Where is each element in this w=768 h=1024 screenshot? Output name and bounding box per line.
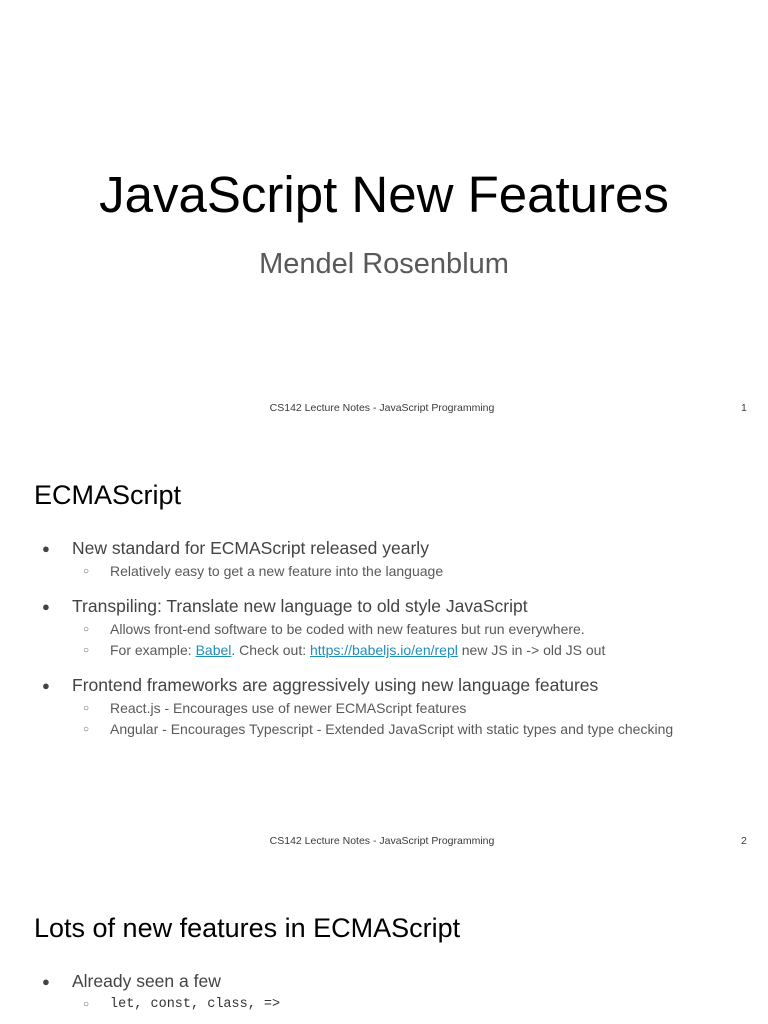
sub-bullet-text bbox=[110, 640, 605, 661]
author-name: Mendel Rosenblum bbox=[259, 248, 509, 280]
list-item bbox=[0, 536, 768, 561]
example-prefix: For example: bbox=[110, 642, 196, 658]
hollow-bullet-icon: ○ bbox=[83, 645, 90, 656]
ecmascript-slide bbox=[0, 432, 768, 865]
bullet-list bbox=[0, 536, 768, 740]
page-number: 2 bbox=[741, 835, 747, 847]
presentation-title: JavaScript New Features bbox=[99, 166, 669, 223]
bullet-text: Already seen a few bbox=[72, 971, 221, 991]
list-item bbox=[0, 594, 768, 619]
hollow-bullet-icon: ○ bbox=[83, 624, 90, 635]
bullet-list bbox=[0, 969, 768, 1015]
hollow-bullet-icon: ○ bbox=[83, 999, 90, 1010]
code-keywords: let, const, class, => bbox=[110, 997, 281, 1012]
sub-bullet-text: Allows front-end software to be coded with new features but run everywhere. bbox=[110, 621, 585, 637]
bullet-text: Frontend frameworks are aggressively using new language features bbox=[72, 675, 599, 695]
slide-title: ECMAScript bbox=[34, 480, 182, 510]
sub-bullet-text: Angular - Encourages Typescript - Extended JavaScript with static types and type checking bbox=[110, 721, 674, 737]
list-item bbox=[0, 619, 768, 640]
bullet-text: New standard for ECMAScript released yearly bbox=[72, 538, 429, 558]
list-item bbox=[0, 969, 768, 994]
example-suffix: new JS in -> old JS out bbox=[457, 642, 606, 658]
list-item bbox=[0, 640, 768, 661]
checkout-text: . Check out: bbox=[231, 642, 310, 658]
list-item bbox=[0, 698, 768, 719]
bullet-icon: ● bbox=[42, 599, 50, 614]
hollow-bullet-icon: ○ bbox=[83, 724, 90, 735]
sub-bullet-text: React.js - Encourages use of newer ECMAScript features bbox=[110, 700, 467, 716]
list-item bbox=[0, 719, 768, 740]
page-number: 1 bbox=[741, 402, 747, 414]
sub-bullet-text: Relatively easy to get a new feature into the language bbox=[110, 563, 444, 579]
slide-title: Lots of new features in ECMAScript bbox=[34, 913, 461, 943]
hollow-bullet-icon: ○ bbox=[83, 703, 90, 714]
new-features-slide bbox=[0, 865, 768, 1024]
hollow-bullet-icon: ○ bbox=[83, 566, 90, 577]
bullet-icon: ● bbox=[42, 541, 50, 556]
babel-repl-link[interactable]: https://babeljs.io/en/repl bbox=[310, 642, 458, 658]
list-item bbox=[0, 561, 768, 582]
title-slide bbox=[0, 0, 768, 432]
list-item bbox=[0, 994, 768, 1015]
bullet-icon: ● bbox=[42, 678, 50, 693]
list-item bbox=[0, 673, 768, 698]
bullet-icon: ● bbox=[42, 974, 50, 989]
bullet-text: Transpiling: Translate new language to old style JavaScript bbox=[72, 596, 528, 616]
footer-text: CS142 Lecture Notes - JavaScript Programming bbox=[269, 402, 495, 414]
footer-text: CS142 Lecture Notes - JavaScript Programming bbox=[269, 835, 495, 847]
babel-link[interactable]: Babel bbox=[195, 642, 232, 658]
